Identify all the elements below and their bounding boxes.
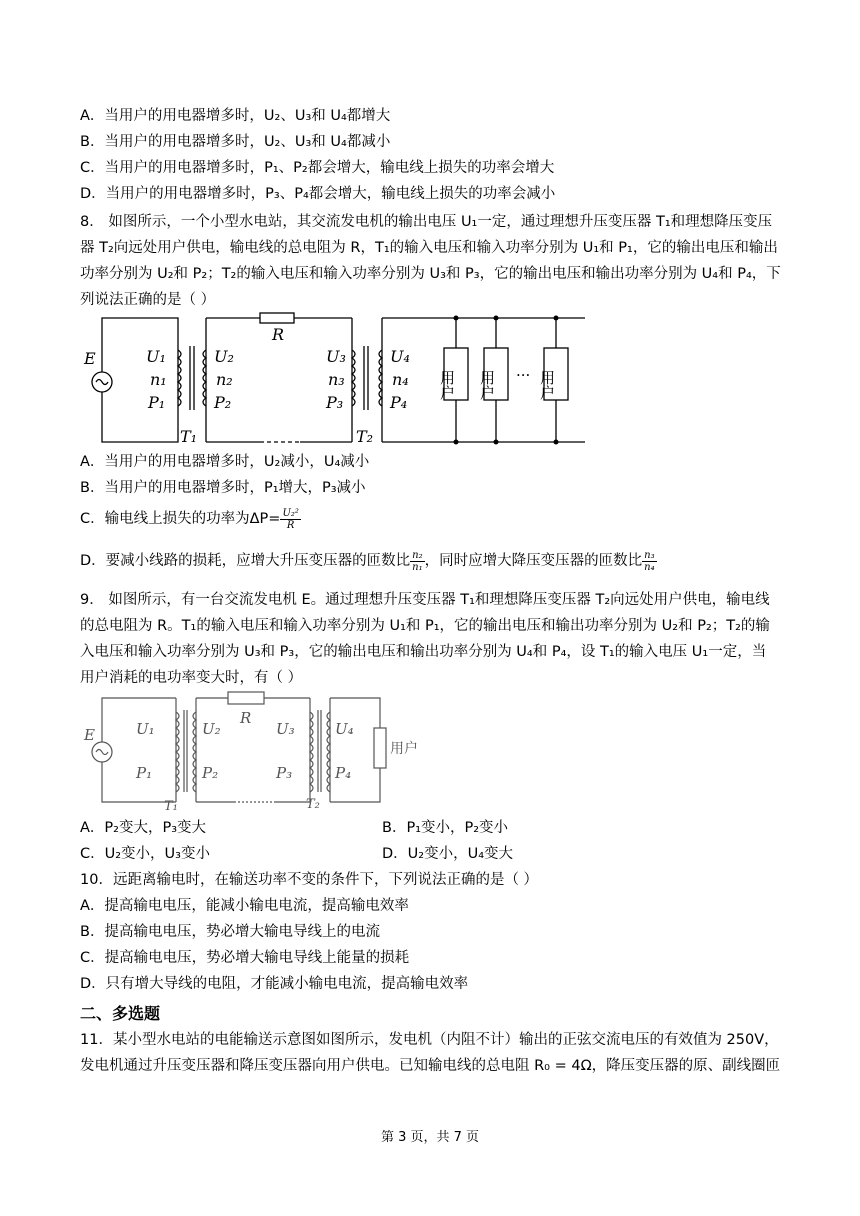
q9-label-u4: U₄ [335,720,354,738]
q8-option-d-fraction-2: $\frac{\text{n₃}}{\text{n₄}}$ [644,549,655,573]
q8-option-d-text: D．要减小线路的损耗，应增大升压变压器的匝数比 [80,553,411,569]
q8-user-2: 用户 [478,370,496,400]
q9-option-c: C．U₂变小，U₃变小 [80,846,210,862]
q8-label-n3: n₃ [328,370,345,389]
q10-option-c: C．提高输电电压，势必增大输电导线上能量的损耗 [80,950,410,966]
q8-label-u1: U₁ [146,347,166,366]
q8-label-u3: U₃ [326,347,346,366]
q8-label-t1: T₁ [180,427,198,446]
q9-label-r: R [240,709,252,727]
q8-label-e: E [84,349,96,368]
q8-label-n1: n₁ [150,370,167,389]
q9-stem-line-4: 用户消耗的电功率变大时，有（ ） [80,670,303,686]
q8-option-d-mid: ，同时应增大降压变压器的匝数比 [424,553,643,569]
q8-option-d [80,546,657,576]
q10-option-d: D．只有增大导线的电阻，才能减小输电电流，提高输电效率 [80,976,469,992]
page-footer: 第 3 页，共 7 页 [380,1130,480,1145]
q11-stem-line-1: 11．某小型水电站的电能输送示意图如图所示，发电机（内阻不计）输出的正弦交流电压的有效值为 250V， [80,1032,779,1048]
q9-label-t1: T₁ [164,799,178,812]
q8-option-c-text: C．输电线上损失的功率为ΔP= [80,511,281,527]
q8-stem-line-2: 器 T₂向远处用户供电，输电线的总电阻为 R，T₁的输入电压和输入功率分别为 U₁和 P₁，它的输出电压和输出 [80,240,778,256]
q9-label-user: 用户 [390,741,418,757]
q8-label-t2: T₂ [356,427,374,446]
q9-option-a: A．P₂变大，P₃变大 [80,820,207,836]
q9-label-e: E [84,726,95,744]
q7-option-a: A．当用户的用电器增多时，U₂、U₃和 U₄都增大 [80,108,391,124]
q9-label-t2: T₂ [306,797,320,812]
q9-option-b: B．P₁变小，P₂变小 [382,820,509,836]
q9-stem-line-3: 入电压和输入功率分别为 U₃和 P₃，它的输出电压和输出功率分别为 U₄和 P₄，设 T₁的输入电压 U₁一定，当 [80,644,767,660]
q7-option-b: B．当用户的用电器增多时，U₂、U₃和 U₄都减小 [80,134,391,150]
q8-option-c [80,504,301,534]
q9-stem-line-1: 9． 如图所示，有一台交流发电机 E。通过理想升压变压器 T₁和理想降压变压器 T₂向远处用户供电，输电线 [80,592,770,608]
q10-option-a: A．提高输电电压，能减小输电电流，提高输电效率 [80,898,409,914]
q8-label-r: R [272,325,285,344]
q8-label-u4: U₄ [390,347,410,366]
q8-stem-line-1: 8． 如图所示，一个小型水电站，其交流发电机的输出电压 U₁一定，通过理想升压变压器 T₁和理想降压变压 [80,214,773,230]
section-heading-multiple-choice: 二、多选题 [80,1004,161,1023]
q9-label-p3: P₃ [276,764,293,782]
q8-circuit-diagram [80,310,600,450]
q9-option-d: D．U₂变小，U₄变大 [382,846,514,862]
q8-stem-line-4: 列说法正确的是（ ） [80,292,216,308]
q8-user-ellipsis: ··· [516,366,531,384]
q8-label-p3: P₃ [326,393,344,412]
q9-label-u2: U₂ [202,720,221,738]
q9-stem-line-2: 的总电阻为 R。T₁的输入电压和输入功率分别为 U₁和 P₁，它的输出电压和输出功率分别为 U₂和 P₂；T₂的输 [80,618,770,634]
q8-label-p2: P₂ [214,393,232,412]
q10-stem: 10．远距离输电时，在输送功率不变的条件下，下列说法正确的是（ ） [80,872,539,888]
q8-user-3: 用户 [538,370,556,400]
q8-label-n2: n₂ [216,370,233,389]
q9-circuit-diagram [80,690,440,812]
q8-user-1: 用户 [438,370,456,400]
q11-stem-line-2: 发电机通过升压变压器和降压变压器向用户供电。已知输电线的总电阻 R₀ = 4Ω，降压变压器的原、副线圈匝 [80,1058,781,1074]
q7-option-d: D．当用户的用电器增多时，P₃、P₄都会增大，输电线上损失的功率会减小 [80,186,556,202]
q8-label-u2: U₂ [214,347,234,366]
q9-label-u1: U₁ [136,720,155,738]
q7-option-c: C．当用户的用电器增多时，P₁、P₂都会增大，输电线上损失的功率会增大 [80,160,555,176]
q8-label-n4: n₄ [392,370,409,389]
q8-label-p1: P₁ [148,393,166,412]
q9-label-p1: P₁ [136,764,153,782]
q8-option-a: A．当用户的用电器增多时，U₂减小，U₄减小 [80,454,370,470]
q8-label-p4: P₄ [390,393,408,412]
q8-option-c-fraction: $\frac{\text{U₂²}}{R}$ [282,507,299,531]
q9-label-p2: P₂ [202,764,219,782]
q9-label-u3: U₃ [276,720,295,738]
q8-option-d-fraction-1: $\frac{\text{n₂}}{\text{n₁}}$ [412,549,423,573]
q9-label-p4: P₄ [335,764,352,782]
q8-stem-line-3: 功率分别为 U₂和 P₂；T₂的输入电压和输入功率分别为 U₃和 P₃，它的输出电压和输出功率分别为 U₄和 P₄，下 [80,266,781,282]
q10-option-b: B．提高输电电压，势必增大输电导线上的电流 [80,924,380,940]
q8-option-b: B．当用户的用电器增多时，P₁增大，P₃减小 [80,480,366,496]
